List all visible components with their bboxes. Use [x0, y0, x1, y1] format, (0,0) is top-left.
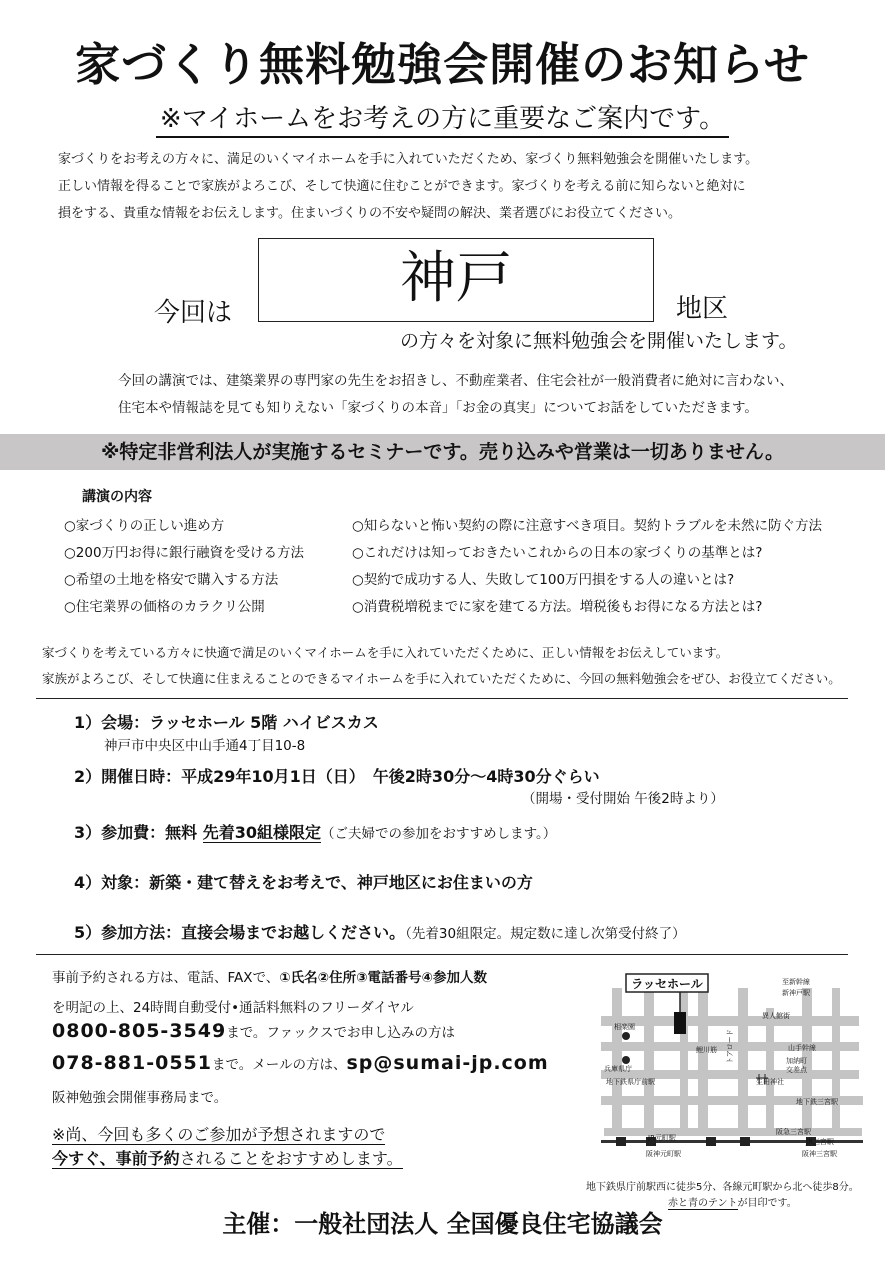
venue: 1）会場：ラッセホール 5階 ハイビスカス: [74, 713, 379, 732]
method-note: （先着30組限定。規定数に達し次第受付終了）: [405, 926, 686, 942]
map-label: トアロード: [726, 1029, 734, 1064]
reception-time: （開場・受付開始 午後2時より）: [522, 791, 724, 807]
map-label: 加納町: [786, 1057, 807, 1065]
notice-line2: [52, 1146, 403, 1169]
lecture-line: 住宅本や情報誌を見ても知りえない「家づくりの本音」「お金の真実」についてお話をしていただきます。: [118, 400, 758, 416]
contents-title: 講演の内容: [82, 489, 152, 505]
lecture-paragraph: [118, 368, 793, 422]
organizer: 主催：一般社団法人 全国優良住宅協議会: [222, 1210, 663, 1238]
map-label: 阪急三宮駅: [776, 1128, 811, 1136]
divider: [36, 954, 848, 955]
event-date: 2）開催日時：平成29年10月1日（日） 午後2時30分～4時30分ぐらい: [74, 767, 600, 786]
map-label: 新神戸駅: [782, 989, 810, 997]
divider: [36, 698, 848, 699]
map-label: 相楽園: [614, 1023, 635, 1031]
map-label: 兵庫県庁: [604, 1065, 632, 1073]
phone-after: まで。ファックスでお申し込みの方は: [226, 1025, 456, 1041]
contents-item: ○住宅業界の価格のカラクリ公開: [64, 599, 265, 615]
reservation-line: [52, 966, 487, 986]
map-label: 鯉川筋: [696, 1046, 717, 1054]
landmark-rest: が目印です。: [737, 1198, 797, 1209]
contents-item: ○希望の土地を格安で購入する方法: [64, 572, 279, 588]
audience: 4）対象：新築・建て替えをお考えで、神戸地区にお住まいの方: [74, 873, 533, 892]
fee-limit: 先着30組様限定: [202, 823, 321, 842]
subtitle-text: ※マイホームをお考えの方に重要なご案内です。: [156, 104, 729, 138]
map-label: 地下鉄県庁前駅: [606, 1078, 655, 1086]
non-profit-banner: ※特定非営利法人が実施するセミナーです。売り込みや営業は一切ありません。: [0, 434, 885, 470]
intro-paragraph: [58, 146, 758, 227]
intro-line: 家づくりをお考えの方々に、満足のいくマイホームを手に入れていただくため、家づくり無料勉強会を開催いたします。: [58, 152, 759, 167]
map-label: 交差点: [786, 1066, 807, 1074]
contents-item: ○知らないと怖い契約の際に注意すべき項目。契約トラブルを未然に防ぐ方法: [352, 518, 822, 534]
area-name-box: 神戸: [258, 238, 654, 322]
method: 5）参加方法：直接会場までお越しください。: [74, 923, 406, 942]
phone-line: [52, 1020, 455, 1042]
contents-item: ○消費税増税までに家を建てる方法。増税後もお得になる方法とは?: [352, 599, 763, 615]
email-address[interactable]: sp@sumai-jp.com: [346, 1052, 549, 1074]
page-title: 家づくり無料勉強会開催のお知らせ: [75, 38, 810, 91]
access-map: [596, 968, 866, 1166]
venue-address: 神戸市中央区中山手通4丁目10-8: [104, 738, 306, 754]
fee-label: 3）参加費：無料: [74, 823, 203, 842]
venue-marker: [674, 1012, 686, 1034]
contents-item: ○家づくりの正しい進め方: [64, 518, 225, 534]
page-subtitle: [0, 98, 885, 135]
intro-line: 正しい情報を得ることで家族がよろこび、そして快適に住むことができます。家づくりを考える前に知らないと絶対に: [58, 179, 746, 194]
access-directions: 地下鉄県庁前駅西に徒歩5分、各線元町駅から北へ徒歩8分。: [586, 1182, 859, 1193]
reservation-line: を明記の上、24時間自動受付•通話料無料のフリーダイヤル: [52, 1000, 414, 1016]
notice-text: ※尚、今回も多くのご参加が予想されますので: [52, 1125, 386, 1144]
closing-paragraph: [42, 640, 841, 692]
intro-line: 損をする、貴重な情報をお伝えします。住まいづくりの不安や疑問の解決、業者選びにお役立てください。: [58, 206, 681, 221]
fee-note: （ご夫婦での参加をおすすめします。）: [321, 826, 557, 842]
phone-number[interactable]: 0800-805-3549: [52, 1020, 227, 1042]
area-suffix: 地区: [676, 294, 729, 324]
fax-number[interactable]: 078-881-0551: [52, 1052, 212, 1074]
map-label: 生田神社: [756, 1078, 784, 1086]
notice-rest: されることをおすすめします。: [179, 1149, 403, 1168]
contents-item: ○契約で成功する人、失敗して100万円損をする人の違いとは?: [352, 572, 735, 588]
notice-line1: [52, 1122, 385, 1145]
map-label: JR三宮駅: [806, 1138, 834, 1146]
map-label: 地下鉄三宮駅: [796, 1098, 838, 1106]
map-label: 至新幹線: [782, 978, 810, 986]
landmark-tent: 赤と青のテント: [668, 1198, 738, 1209]
lecture-line: 今回の講演では、建築業界の専門家の先生をお招きし、不動産業者、住宅会社が一般消費者に絶対に言わない、: [118, 373, 793, 389]
fax-after: まで。メールの方は、: [211, 1057, 347, 1073]
map-label: 異人館街: [762, 1012, 790, 1020]
map-label: 阪神元町駅: [646, 1150, 681, 1158]
office-line: 阪神勉強会開催事務局まで。: [52, 1090, 228, 1106]
reservation-required-items: ①氏名②住所③電話番号④参加人数: [279, 970, 487, 986]
contents-item: ○200万円お得に銀行融資を受ける方法: [64, 545, 305, 561]
notice-emphasis-wrap: [52, 1149, 403, 1169]
fax-line: [52, 1052, 549, 1074]
method-row: [74, 920, 686, 943]
fee-row: [74, 820, 556, 843]
map-label: 阪神三宮駅: [802, 1150, 837, 1158]
closing-line: 家族がよろこび、そして快適に住まえることのできるマイホームを手に入れていただくために、今回の無料勉強会をぜひ、お役立てください。: [42, 671, 841, 686]
map-venue-label: ラッセホール: [631, 977, 703, 991]
contents-item: ○これだけは知っておきたいこれからの日本の家づくりの基準とは?: [352, 545, 763, 561]
area-target: の方々を対象に無料勉強会を開催いたします。: [400, 330, 798, 352]
reservation-text: 事前予約される方は、電話、FAXで、: [52, 970, 280, 986]
map-label: JR元町駅: [648, 1134, 676, 1142]
closing-line: 家づくりを考えている方々に快適で満足のいくマイホームを手に入れていただくために、正しい情報をお伝えしています。: [42, 645, 729, 660]
notice-emphasis: 今すぐ、事前予約: [52, 1149, 180, 1168]
area-prefix: 今回は: [154, 298, 233, 328]
map-label: 山手幹線: [788, 1044, 816, 1052]
